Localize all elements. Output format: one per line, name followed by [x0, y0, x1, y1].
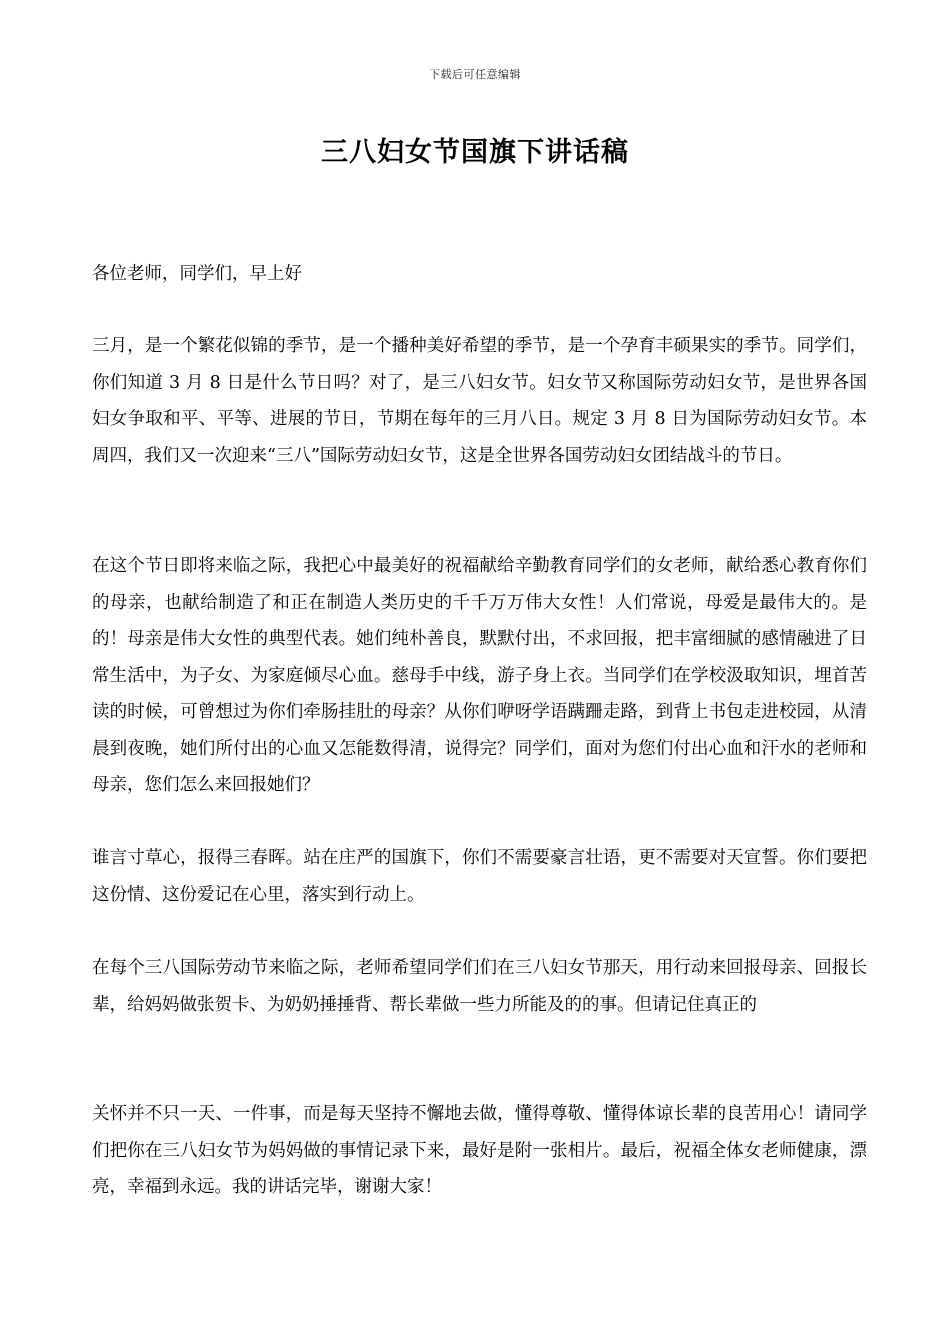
greeting-line: 各位老师，同学们，早上好 — [92, 264, 302, 284]
paragraph-5: 关怀并不只一天、一件事，而是每天坚持不懈地去做，懂得尊敬、懂得体谅长辈的良苦用心！请同学们把你在三八妇女节为妈妈做的事情记录下来，最好是附一张相片。最后，祝福全体女老师健康，漂亮，幸福到永远。我的讲话完毕，谢谢大家！ — [92, 1104, 867, 1197]
paragraph-1: 三月，是一个繁花似锦的季节，是一个播种美好希望的季节，是一个孕育丰硕果实的季节。同学们，你们知道 3 月 8 日是什么节日吗？对了，是三八妇女节。妇女节又称国际劳动妇女节，是世界各国妇女争取和平、平等、进展的节日，节期在每年的三月八日。规定 3 月 8 日为国际劳动妇女节。本周四，我们又一次迎来“三八”国际劳动妇女节，这是全世界各国劳动妇女团结战斗的节日。 — [92, 336, 867, 466]
header-note: 下载后可任意编辑 — [429, 68, 521, 81]
paragraph-2: 在这个节日即将来临之际，我把心中最美好的祝福献给辛勤教育同学们的女老师，献给悉心教育你们的母亲，也献给制造了和正在制造人类历史的千千万万伟大女性！人们常说，母爱是最伟大的。是的！母亲是伟大女性的典型代表。她们纯朴善良，默默付出，不求回报，把丰富细腻的感情融进了日常生活中，为子女、为家庭倾尽心血。慈母手中线，游子身上衣。当同学们在学校汲取知识，埋首苦读的时候，可曾想过为你们牵肠挂肚的母亲？从你们咿呀学语蹒跚走路，到背上书包走进校园，从清晨到夜晚，她们所付出的心血又怎能数得清，说得完？同学们，面对为您们付出心血和汗水的老师和母亲，您们怎么来回报她们？ — [92, 556, 867, 795]
paragraph-3: 谁言寸草心，报得三春晖。站在庄严的国旗下，你们不需要豪言壮语，更不需要对天宣誓。你们要把这份情、这份爱记在心里，落实到行动上。 — [92, 848, 867, 905]
paragraph-4: 在每个三八国际劳动节来临之际，老师希望同学们们在三八妇女节那天，用行动来回报母亲、回报长辈，给妈妈做张贺卡、为奶奶捶捶背、帮长辈做一些力所能及的的事。但请记住真正的 — [92, 958, 867, 1015]
document-title: 三八妇女节国旗下讲话稿 — [321, 137, 629, 168]
